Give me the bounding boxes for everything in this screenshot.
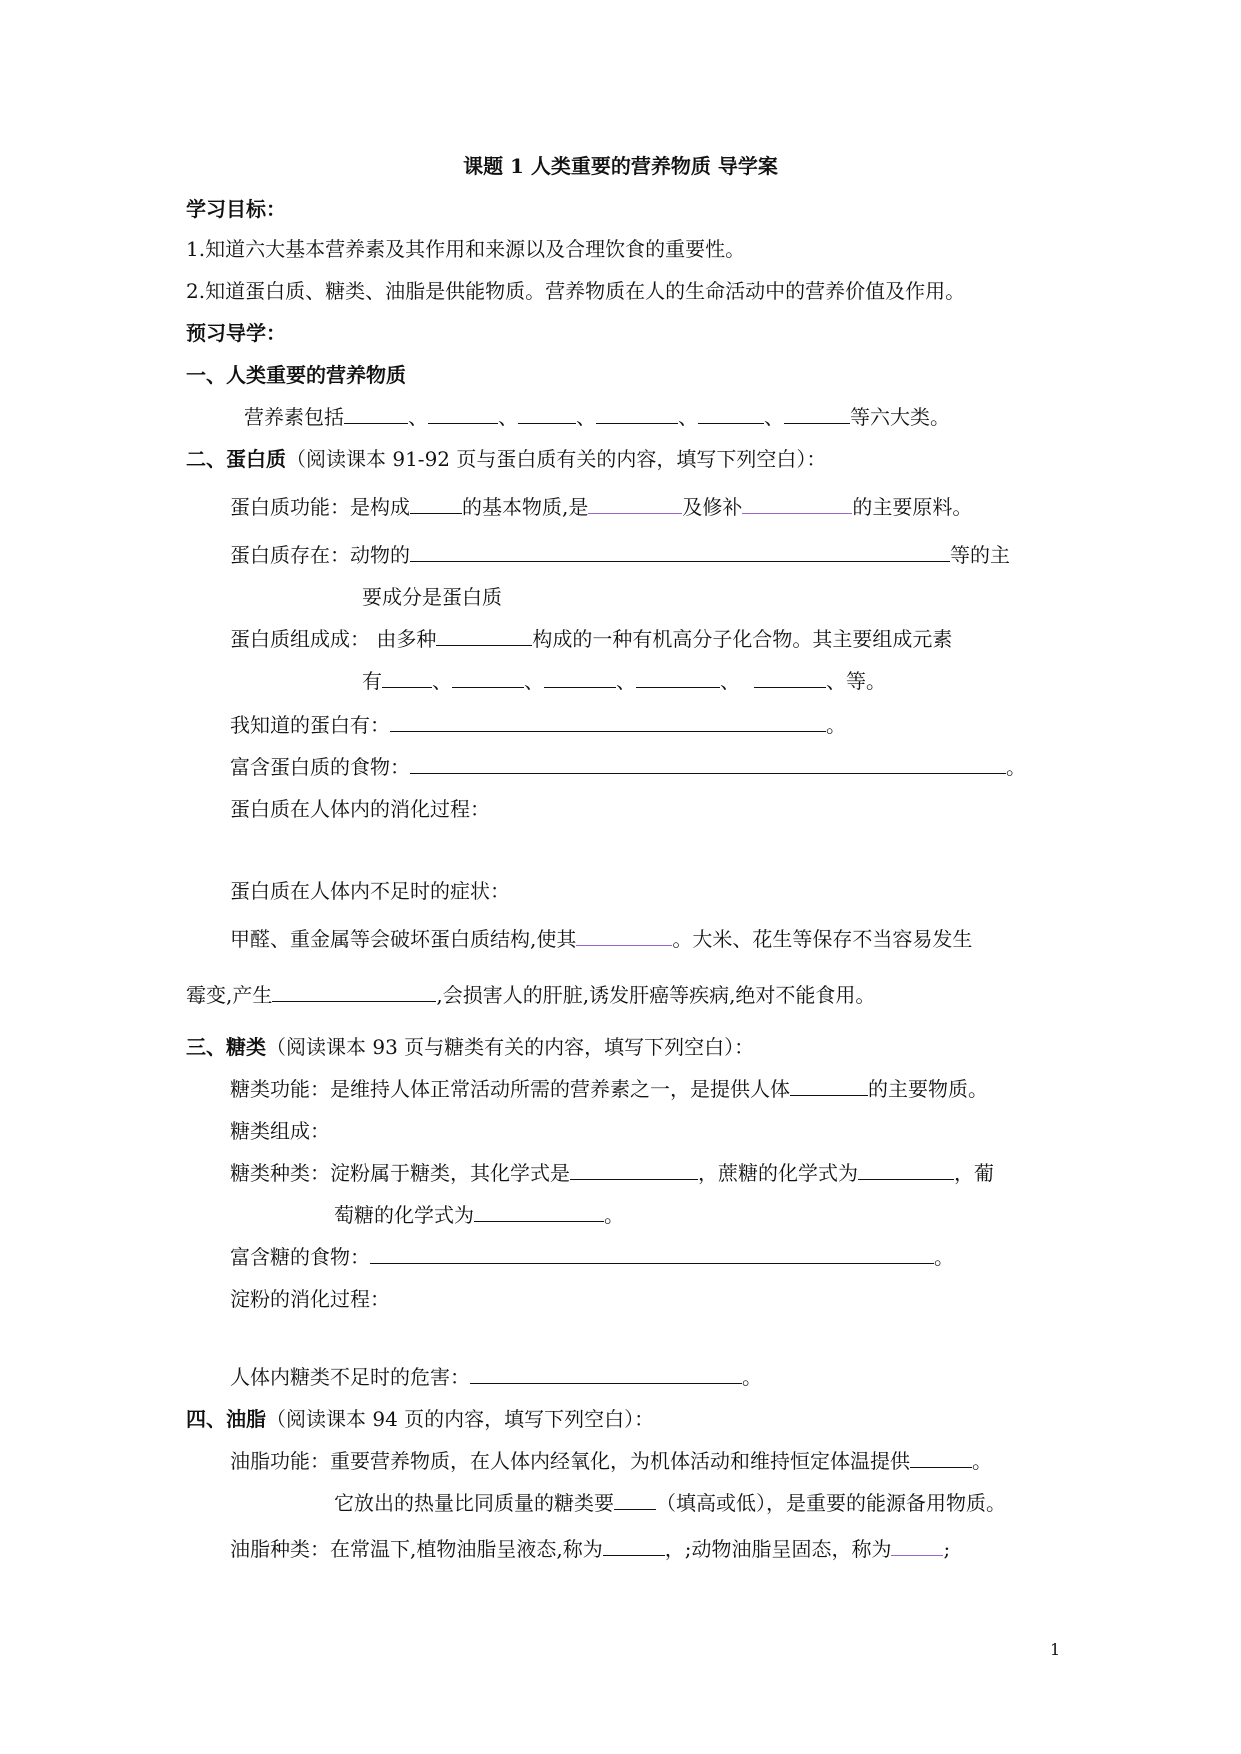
text: 及修补 <box>682 495 743 519</box>
goals-heading: 学习目标： <box>186 197 286 221</box>
text: 。 <box>742 1365 762 1389</box>
protein-known <box>230 712 846 738</box>
protein-composition <box>230 626 952 652</box>
blank-nutrient-6[interactable] <box>784 404 850 424</box>
protein-existence <box>230 542 1010 568</box>
glucose-line <box>334 1202 624 1228</box>
sep: 、 <box>678 405 698 429</box>
text: 。 <box>1006 755 1026 779</box>
sugar-composition: 糖类组成： <box>230 1119 330 1143</box>
blank-sucrose-formula[interactable] <box>858 1160 954 1180</box>
text: 。 <box>826 713 846 737</box>
blank-fat-energy[interactable] <box>910 1448 972 1468</box>
text: 等的主 <box>950 543 1010 567</box>
blank-high-low[interactable] <box>614 1490 656 1510</box>
text: 富含糖的食物： <box>230 1245 370 1269</box>
sep: 、 <box>616 669 636 693</box>
blank-element-5[interactable] <box>754 668 826 688</box>
text: 。大米、花生等保存不当容易发生 <box>672 927 973 951</box>
sugar-rich-food <box>230 1244 954 1270</box>
blank-starch-formula[interactable] <box>570 1160 698 1180</box>
text: ,会损害人的肝脏,诱发肝癌等疾病,绝对不能食用。 <box>436 983 876 1007</box>
text: 油脂种类：在常温下,植物油脂呈液态,称为 <box>230 1537 603 1561</box>
text: 有 <box>362 669 382 693</box>
blank-sugar-food[interactable] <box>370 1244 934 1264</box>
text: 。 <box>604 1203 624 1227</box>
protein-existence-cont: 要成分是蛋白质 <box>362 585 502 609</box>
text: ; <box>943 1537 951 1561</box>
text: 蛋白质存在：动物的 <box>230 543 410 567</box>
nutrients-prefix: 营养素包括 <box>244 405 344 429</box>
blank-sugar-deficiency[interactable] <box>470 1364 742 1384</box>
text: （填高或低），是重要的能源备用物质。 <box>656 1491 1006 1515</box>
text: 、等。 <box>826 669 886 693</box>
text: 富含蛋白质的食物： <box>230 755 410 779</box>
preview-heading: 预习导学： <box>186 321 286 345</box>
text: 我知道的蛋白有： <box>230 713 390 737</box>
blank-element-4[interactable] <box>636 668 720 688</box>
blank-sugar-energy[interactable] <box>790 1076 868 1096</box>
protein-harm <box>230 926 972 952</box>
protein-rich-food <box>230 754 1026 780</box>
sep: 、 <box>720 669 740 693</box>
blank-glucose-formula[interactable] <box>474 1202 604 1222</box>
sugar-function <box>230 1076 988 1102</box>
section3-heading-line <box>186 1034 754 1060</box>
fat-heat <box>334 1490 1006 1516</box>
protein-elements <box>362 668 886 694</box>
blank-protein-food[interactable] <box>410 754 1006 774</box>
sep: 、 <box>432 669 452 693</box>
blank-protein-existence[interactable] <box>410 542 950 562</box>
fat-types <box>230 1536 950 1562</box>
nutrients-suffix: 等六大类。 <box>850 405 950 429</box>
blank-protein-known[interactable] <box>390 712 826 732</box>
blank-element-3[interactable] <box>544 668 616 688</box>
blank-protein-build[interactable] <box>410 494 462 514</box>
protein-function <box>230 494 972 520</box>
text: 构成的一种有机高分子化合物。其主要组成元素 <box>532 627 953 651</box>
text: 。 <box>934 1245 954 1269</box>
goal-2: 2.知道蛋白质、糖类、油脂是供能物质。营养物质在人的生命活动中的营养价值及作用。 <box>186 279 966 303</box>
sugar-types <box>230 1160 994 1186</box>
sep: 、 <box>408 405 428 429</box>
sep: 、 <box>764 405 784 429</box>
sep: 、 <box>576 405 596 429</box>
section4-note: （阅读课本 94 页的内容，填写下列空白）： <box>266 1407 655 1431</box>
blank-nutrient-5[interactable] <box>698 404 764 424</box>
fat-function <box>230 1448 992 1474</box>
sugar-deficiency <box>230 1364 762 1390</box>
goal-1: 1.知道六大基本营养素及其作用和来源以及合理饮食的重要性。 <box>186 237 746 261</box>
text: 。 <box>972 1449 992 1473</box>
text: 的主要物质。 <box>868 1077 988 1101</box>
protein-digestion: 蛋白质在人体内的消化过程： <box>230 797 490 821</box>
text: 甲醛、重金属等会破坏蛋白质结构,使其 <box>230 927 577 951</box>
text: 人体内糖类不足时的危害： <box>230 1365 470 1389</box>
section4-heading: 四、油脂 <box>186 1407 266 1431</box>
text: 霉变,产生 <box>186 983 273 1007</box>
blank-denature[interactable] <box>576 926 672 946</box>
blank-protein-growth[interactable] <box>588 494 682 514</box>
blank-fat[interactable] <box>891 1536 943 1556</box>
text: ，葡 <box>954 1161 994 1185</box>
sep: 、 <box>498 405 518 429</box>
text: 糖类种类：淀粉属于糖类，其化学式是 <box>230 1161 570 1185</box>
text: 它放出的热量比同质量的糖类要 <box>334 1491 614 1515</box>
section2-note: （阅读课本 91-92 页与蛋白质有关的内容，填写下列空白）： <box>286 447 827 471</box>
blank-protein-units[interactable] <box>436 626 532 646</box>
blank-oil[interactable] <box>603 1536 665 1556</box>
blank-toxin[interactable] <box>272 982 436 1002</box>
page-title: 课题 1 人类重要的营养物质 导学案 <box>463 154 778 178</box>
text: ，蔗糖的化学式为 <box>698 1161 858 1185</box>
text: 的基本物质,是 <box>462 495 589 519</box>
blank-element-2[interactable] <box>452 668 524 688</box>
section2-heading-line <box>186 446 826 472</box>
page-number: 1 <box>1050 1640 1061 1659</box>
text: 蛋白质功能：是构成 <box>230 495 410 519</box>
sep: 、 <box>524 669 544 693</box>
section4-heading-line <box>186 1406 654 1432</box>
section1-heading: 一、人类重要的营养物质 <box>186 363 406 387</box>
section3-note: （阅读课本 93 页与糖类有关的内容，填写下列空白）： <box>266 1035 755 1059</box>
text: 蛋白质组成成： 由多种 <box>230 627 437 651</box>
section3-heading: 三、糖类 <box>186 1035 266 1059</box>
blank-nutrient-3[interactable] <box>518 404 576 424</box>
text: 糖类功能：是维持人体正常活动所需的营养素之一，是提供人体 <box>230 1077 790 1101</box>
text: 萄糖的化学式为 <box>334 1203 474 1227</box>
mold-line <box>186 982 875 1008</box>
section2-heading: 二、蛋白质 <box>186 447 286 471</box>
blank-element-1[interactable] <box>382 668 432 688</box>
blank-nutrient-4[interactable] <box>596 404 678 424</box>
protein-deficiency: 蛋白质在人体内不足时的症状： <box>230 879 510 903</box>
nutrients-line <box>244 404 950 430</box>
text: 的主要原料。 <box>852 495 973 519</box>
text: ，;动物油脂呈固态，称为 <box>664 1537 892 1561</box>
blank-protein-repair[interactable] <box>742 494 852 514</box>
starch-digestion: 淀粉的消化过程： <box>230 1287 390 1311</box>
blank-nutrient-2[interactable] <box>428 404 498 424</box>
blank-nutrient-1[interactable] <box>344 404 408 424</box>
text: 油脂功能：重要营养物质，在人体内经氧化，为机体活动和维持恒定体温提供 <box>230 1449 910 1473</box>
